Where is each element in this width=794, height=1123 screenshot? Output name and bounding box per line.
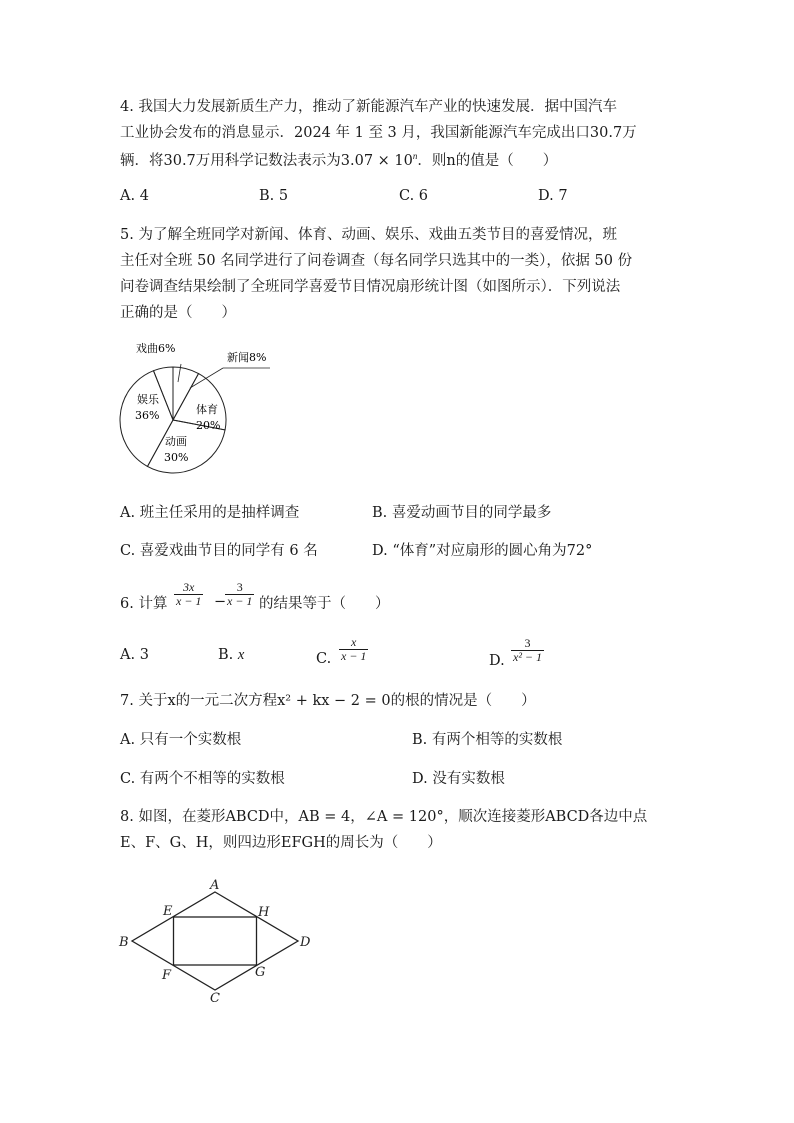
q6-option-d-label: D. [489,653,505,669]
pie-label-yule-value: 36% [135,409,160,422]
q6-fraction-2 [225,581,254,608]
q6-option-d-fraction [511,637,544,664]
q6-d-numerator: 3 [511,637,544,651]
q4-exponent: n [412,151,418,161]
q8-line-1: 8. 如图，在菱形ABCD中，AB = 4，∠A = 120°，顺次连接菱形ABCD各边中点 [120,809,648,825]
q4-option-a: A. 4 [120,188,149,204]
q6-c-numerator: x [339,636,368,650]
q4-line-3 [120,152,557,168]
q8-line-2: E、F、G、H，则四边形EFGH的周长为（ ） [120,835,442,851]
q7-line: 7. 关于x的一元二次方程x² + kx − 2 = 0的根的情况是（ ） [120,693,536,709]
q4-option-d: D. 7 [538,188,568,204]
point-label-e: E [163,904,173,919]
q6-option-a: A. 3 [120,647,149,663]
point-label-b: B [119,935,129,950]
q6-option-b-label: B. [218,647,238,663]
q5-option-b: B. 喜爱动画节目的同学最多 [372,505,552,521]
point-label-f: F [162,968,172,983]
pie-label-xiqu: 戏曲6% [136,342,176,355]
q5-option-a: A. 班主任采用的是抽样调查 [120,505,300,521]
q6-prefix: 6. 计算 [120,596,168,612]
q4-line-1: 4. 我国大力发展新质生产力，推动了新能源汽车产业的快速发展．据中国汽车 [120,99,617,115]
q7-option-d: D. 没有实数根 [412,771,505,787]
q6-d-denominator: x² − 1 [513,650,543,664]
rhombus-figure [110,875,320,1005]
q6-option-c-fraction [339,636,368,663]
pie-label-donghua-name: 动画 [165,435,187,448]
q6-f2-denominator: x − 1 [227,594,253,608]
q7-option-b: B. 有两个相等的实数根 [412,732,563,748]
pie-label-tiyu-name: 体育 [196,403,218,416]
q7-option-a: A. 只有一个实数根 [120,732,242,748]
q4-line-3-text: 辆．将30.7万用科学记数法表示为3.07 × 10 [120,152,413,169]
pie-label-yule-name: 娱乐 [137,393,159,406]
q4-option-b: B. 5 [259,188,289,204]
q6-f1-denominator: x − 1 [176,594,202,608]
q5-option-d: D. “体育”对应扇形的圆心角为72° [372,543,593,559]
q6-c-denominator: x − 1 [341,649,367,663]
q5-line-2: 主任对全班 50 名同学进行了问卷调查（每名同学只选其中的一类），依据 50 份 [120,253,633,269]
q4-line-2: 工业协会发布的消息显示．2024 年 1 至 3 月，我国新能源汽车完成出口30.7万 [120,125,637,141]
q6-f2-numerator: 3 [225,581,254,595]
point-label-d: D [300,935,311,950]
q5-option-c: C. 喜爱戏曲节目的同学有 6 名 [120,543,318,559]
point-label-a: A [210,878,220,893]
pie-label-tiyu-value: 20% [196,419,221,432]
q6-suffix: 的结果等于（ ） [259,596,390,612]
q5-line-1: 5. 为了解全班同学对新闻、体育、动画、娱乐、戏曲五类节目的喜爱情况，班 [120,227,617,243]
q4-option-c: C. 6 [399,188,429,204]
pie-label-xinwen: 新闻8% [227,351,267,364]
q7-option-c: C. 有两个不相等的实数根 [120,771,285,787]
q6-option-b-value: x [237,647,245,663]
q4-line-3-end: ．则n的值是（ ） [417,152,558,169]
point-label-h: H [258,905,270,920]
q6-option-c-label: C. [316,651,332,667]
pie-chart [110,335,290,475]
q5-line-3: 问卷调查结果绘制了全班同学喜爱节目情况扇形统计图（如图所示）．下列说法 [120,279,621,295]
pie-label-donghua-value: 30% [164,451,189,464]
q6-minus: − [214,594,227,610]
q5-line-4: 正确的是（ ） [120,305,236,321]
point-label-c: C [210,991,220,1005]
q6-option-b [218,648,244,663]
q6-f1-numerator: 3x [174,581,203,595]
q6-fraction-1 [174,581,203,608]
point-label-g: G [255,965,266,980]
